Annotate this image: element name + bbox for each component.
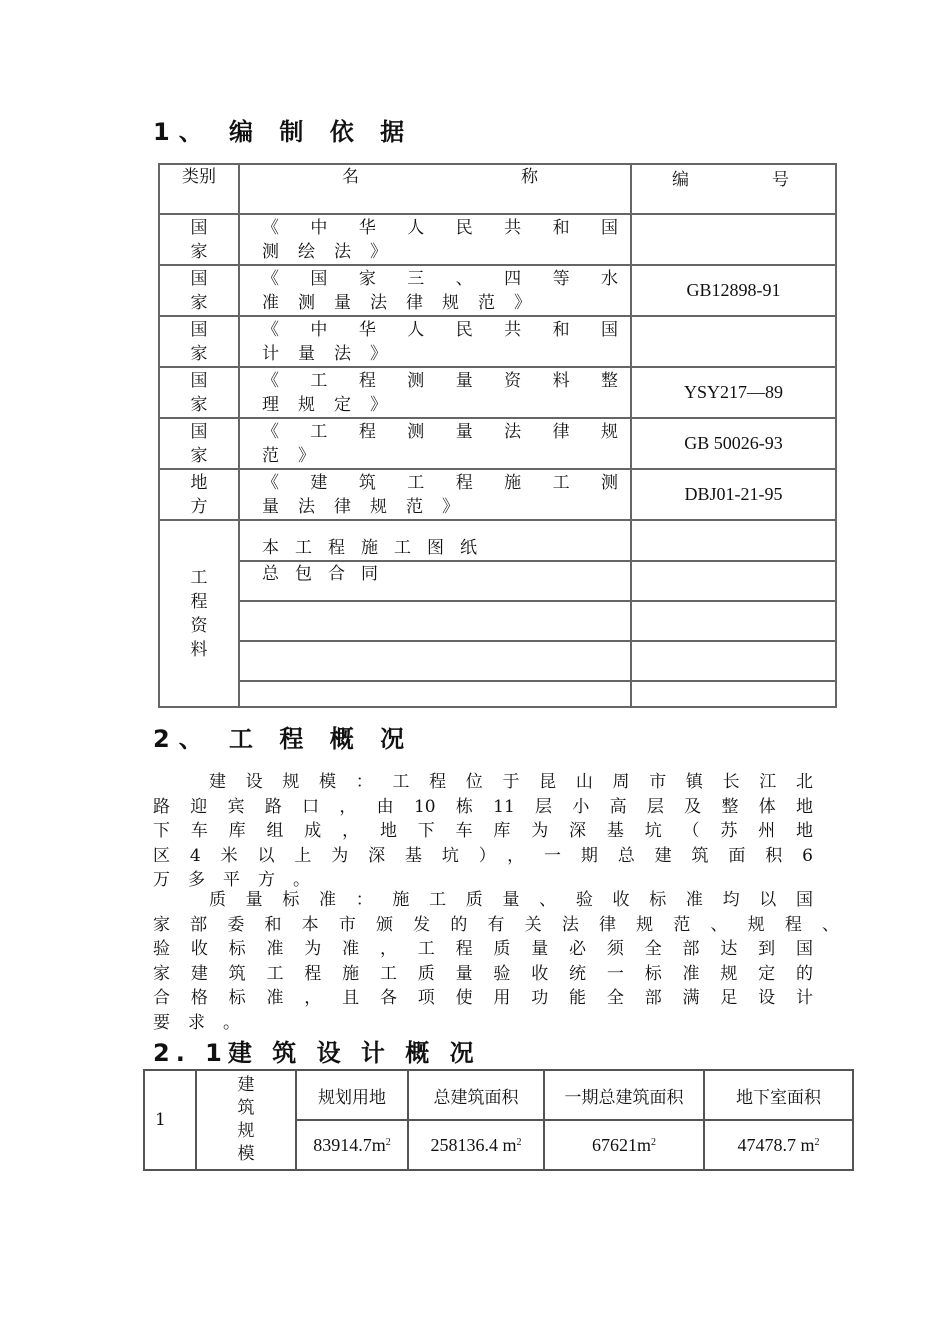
paragraph-line: 要求。	[153, 1012, 258, 1033]
row-index: 1	[144, 1070, 196, 1170]
row-category: 国家	[190, 319, 208, 364]
paragraph-line: 验收标准为准，工程质量必须全部达到国	[153, 939, 813, 959]
col-header: 一期总建筑面积	[544, 1070, 704, 1120]
header-category: 类别	[182, 167, 216, 187]
project-category: 工程资料	[190, 567, 208, 660]
row-name-line1: 《工程测量资料整	[262, 370, 620, 391]
table-row	[159, 469, 836, 520]
paragraph-line: 万多平方。	[153, 870, 328, 890]
table-row	[159, 601, 836, 641]
table-row	[159, 214, 836, 265]
project-item	[239, 681, 631, 707]
project-item: 总包合同	[239, 561, 631, 601]
table-row	[159, 418, 836, 469]
row-code: GB12898-91	[631, 265, 836, 316]
col-header: 地下室面积	[704, 1070, 853, 1120]
paragraph-line: 合格标准，且各项使用功能全部满足设计	[153, 988, 813, 1008]
row-category: 地方	[190, 472, 208, 517]
row-category: 国家	[190, 217, 208, 262]
scale-paragraph	[153, 770, 813, 893]
scale-category: 建筑规模	[237, 1075, 255, 1164]
paragraph-line: 家部委和本市颁发的有关法律规范、规程、	[153, 914, 839, 935]
row-name-line2: 理规定》	[262, 394, 406, 415]
paragraph-line: 建设规模：工程位于昆山周市镇长江北	[209, 772, 813, 792]
row-name-line1: 《工程测量法律规	[262, 421, 620, 442]
value-cell: $67621m^2$	[544, 1120, 704, 1170]
value-cell: 258136.4 $m^2$	[408, 1120, 544, 1170]
row-name-line1: 《中华人民共和国	[262, 217, 620, 238]
row-name-line1: 《国家三、四等水	[262, 268, 620, 289]
row-code: GB 50026-93	[631, 418, 836, 469]
section-2-title: 2、 工 程 概 况	[153, 725, 414, 753]
section-1-title: 1、 编 制 依 据	[153, 118, 414, 146]
table-row	[159, 316, 836, 367]
project-item	[239, 601, 631, 641]
col-header: 规划用地	[296, 1070, 408, 1120]
row-name-line2: 测绘法》	[262, 241, 406, 262]
paragraph-line: 质量标准：施工质量、验收标准均以国	[209, 890, 813, 910]
table-row	[159, 681, 836, 707]
row-name-line2: 计量法》	[262, 343, 406, 364]
row-name-line1: 《中华人民共和国	[262, 319, 620, 340]
paragraph-line: 下车库组成，地下车库为深基坑（苏州地	[153, 821, 813, 841]
basis-table	[158, 163, 837, 708]
building-scale-table	[143, 1069, 854, 1171]
table-row	[159, 520, 836, 561]
row-code	[631, 214, 836, 265]
row-category: 国家	[190, 268, 208, 313]
paragraph-line: 区4米以上为深基坑），一期总建筑面积6	[153, 845, 813, 866]
row-code: DBJ01-21-95	[631, 469, 836, 520]
project-item: 本工程施工图纸	[239, 520, 631, 561]
row-name-line2: 量法律规范》	[262, 496, 478, 517]
table-row	[159, 265, 836, 316]
table-row	[159, 367, 836, 418]
table-row	[159, 561, 836, 601]
row-name-line1: 《建筑工程施工测	[262, 472, 620, 493]
value-cell: 47478.7 $m^2$	[704, 1120, 853, 1170]
paragraph-line: 家建筑工程施工质量验收统一标准规定的	[153, 963, 813, 984]
row-category: 国家	[190, 370, 208, 415]
value-cell: $83914.7m^2$	[296, 1120, 408, 1170]
row-name-line2: 准测量法律规范》	[262, 292, 550, 313]
row-code: YSY217—89	[631, 367, 836, 418]
section-2-1-title: 2. 1建 筑 设 计 概 况	[153, 1039, 480, 1067]
col-header: 总建筑面积	[408, 1070, 544, 1120]
row-category: 国家	[190, 421, 208, 466]
row-code	[631, 316, 836, 367]
quality-paragraph	[153, 888, 839, 1035]
table-row	[144, 1070, 853, 1120]
row-name-line2: 范》	[262, 445, 334, 466]
project-item	[239, 641, 631, 681]
paragraph-line: 路迎宾路口，由10栋11层小高层及整体地	[153, 796, 813, 817]
table-row	[159, 641, 836, 681]
table-header-row: 类别 名 称 编 号	[159, 164, 836, 214]
